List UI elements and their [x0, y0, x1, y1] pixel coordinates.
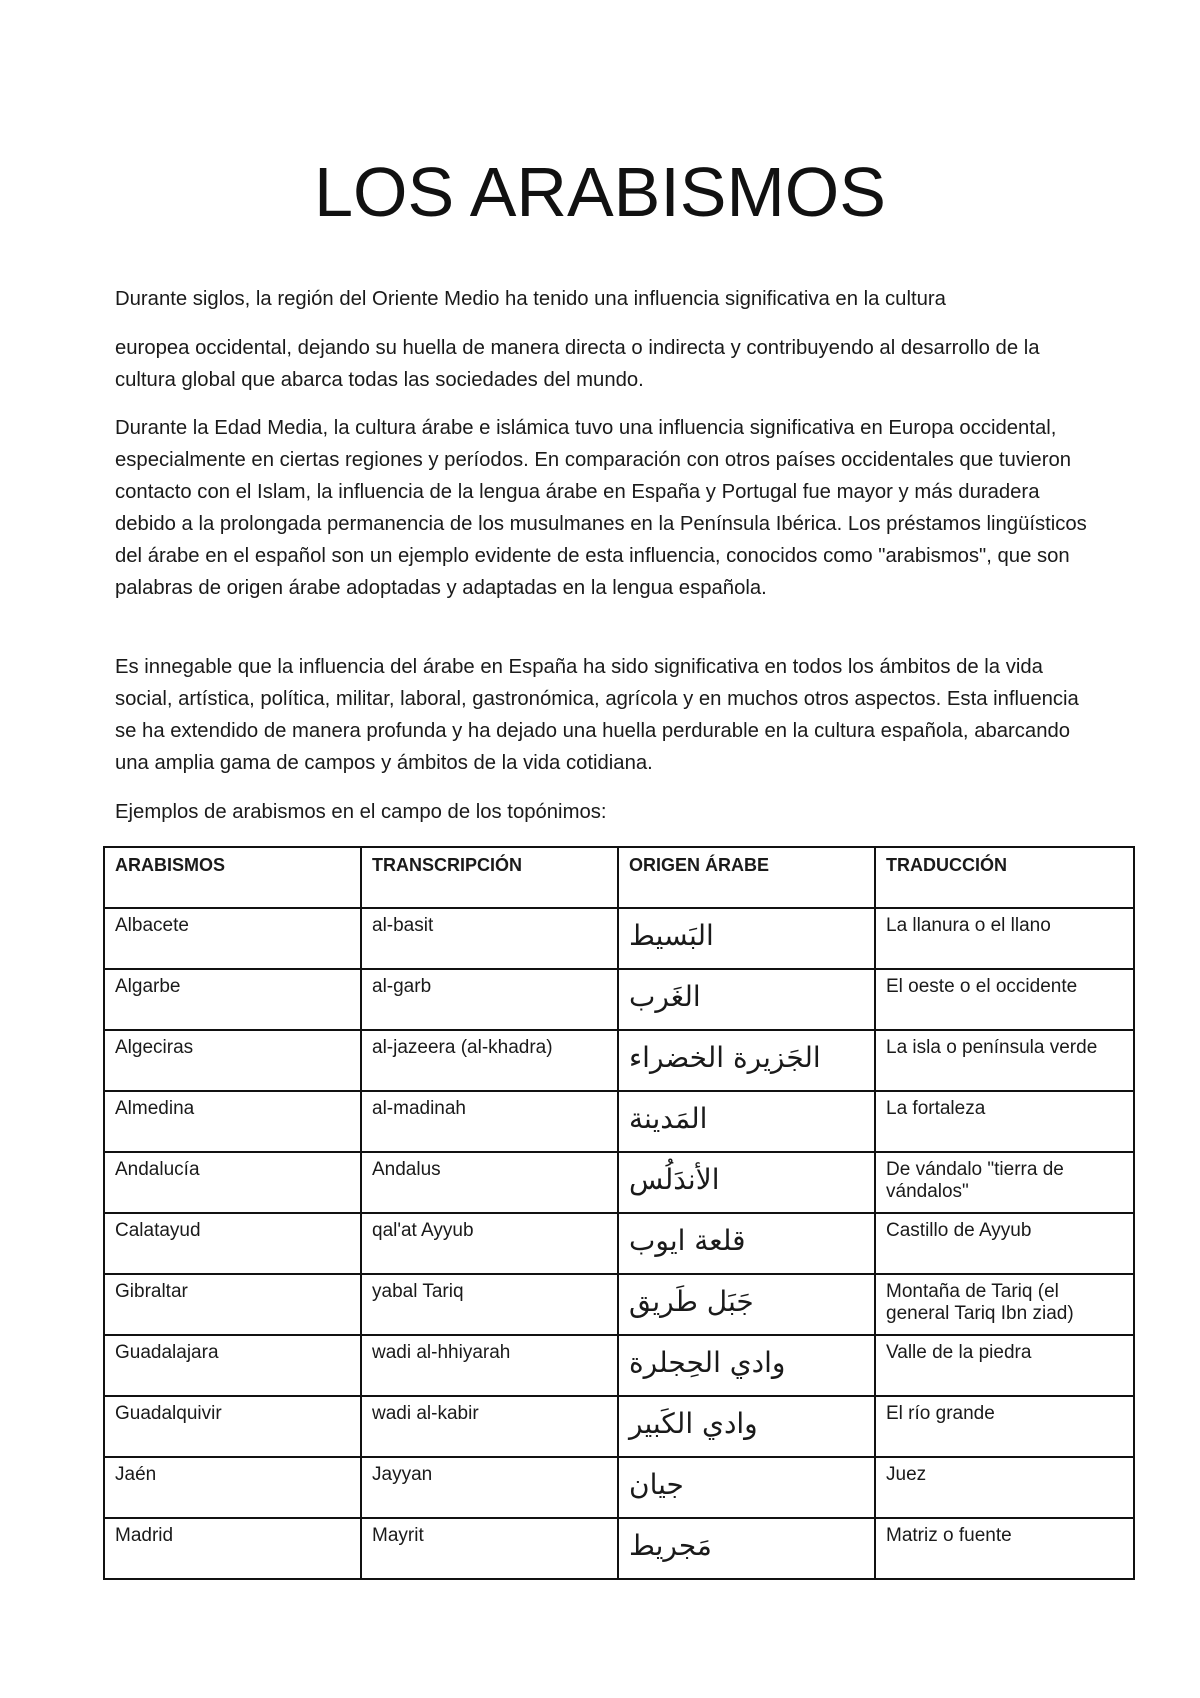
cell-origen	[618, 1091, 875, 1152]
cell-traduccion: La llanura o el llano	[875, 908, 1134, 969]
cell-traduccion: Castillo de Ayyub	[875, 1213, 1134, 1274]
arabic-word: مَجريط	[629, 1529, 712, 1562]
arabic-word: جَبَل طَريق	[629, 1285, 754, 1318]
table-header-row	[104, 847, 1134, 908]
cell-traduccion: El río grande	[875, 1396, 1134, 1457]
cell-origen	[618, 1152, 875, 1213]
cell-origen	[618, 1213, 875, 1274]
cell-transcripcion: al-garb	[361, 969, 618, 1030]
cell-transcripcion: al-jazeera (al-khadra)	[361, 1030, 618, 1091]
table-row	[104, 1152, 1134, 1213]
table-row	[104, 908, 1134, 969]
intro-paragraph: europea occidental, dejando su huella de manera directa o indirecta y contribuyendo al desarrollo de la cultura global que abarca todas las sociedades del mundo.	[115, 337, 1040, 391]
cell-origen	[618, 1457, 875, 1518]
table-row	[104, 1213, 1134, 1274]
document-title: LOS ARABISMOS	[314, 153, 886, 231]
cell-transcripcion: yabal Tariq	[361, 1274, 618, 1335]
cell-arabismo: Algarbe	[104, 969, 361, 1030]
table-row	[104, 1335, 1134, 1396]
middle-ages-paragraph: Durante la Edad Media, la cultura árabe e islámica tuvo una influencia significativa en Europa occidental, especialmente en ciertas regiones y períodos. En comparación con otros países occidentales que tuvieron contacto con el Islam, la influencia de la lengua árabe en España y Portugal fue mayor y más duradera debido a la prolongada permanencia de los musulmanes en la Península Ibérica. Los préstamos lingüísticos del árabe en el español son un ejemplo evidente de esta influencia, conocidos como "arabismos", que son palabras de origen árabe adoptadas y adaptadas en la lengua española.	[115, 417, 1087, 599]
cell-traduccion: El oeste o el occidente	[875, 969, 1134, 1030]
cell-traduccion: Valle de la piedra	[875, 1335, 1134, 1396]
cell-traduccion: De vándalo "tierra de vándalos"	[875, 1152, 1134, 1213]
cell-transcripcion: Jayyan	[361, 1457, 618, 1518]
cell-traduccion: Montaña de Tariq (el general Tariq Ibn ziad)	[875, 1274, 1134, 1335]
cell-arabismo: Algeciras	[104, 1030, 361, 1091]
cell-traduccion: La isla o península verde	[875, 1030, 1134, 1091]
cell-origen	[618, 1030, 875, 1091]
arabic-word: المَدينة	[629, 1102, 708, 1135]
cell-transcripcion: wadi al-kabir	[361, 1396, 618, 1457]
arabic-word: وادي الحِجلرة	[629, 1346, 786, 1379]
cell-origen	[618, 1396, 875, 1457]
table-row	[104, 1274, 1134, 1335]
cell-transcripcion: qal'at Ayyub	[361, 1213, 618, 1274]
cell-transcripcion: Andalus	[361, 1152, 618, 1213]
cell-arabismo: Guadalajara	[104, 1335, 361, 1396]
cell-origen	[618, 908, 875, 969]
arabic-word: جيان	[629, 1468, 684, 1501]
cell-arabismo: Albacete	[104, 908, 361, 969]
cell-origen	[618, 1518, 875, 1579]
cell-arabismo: Almedina	[104, 1091, 361, 1152]
cell-transcripcion: Mayrit	[361, 1518, 618, 1579]
header-arabismos: ARABISMOS	[104, 847, 361, 908]
cell-arabismo: Jaén	[104, 1457, 361, 1518]
cell-transcripcion: wadi al-hhiyarah	[361, 1335, 618, 1396]
cell-arabismo: Andalucía	[104, 1152, 361, 1213]
cell-arabismo: Calatayud	[104, 1213, 361, 1274]
arabic-word: الأندَلُس	[629, 1163, 720, 1196]
arabic-word: الجَزيرة الخضراء	[629, 1041, 821, 1074]
cell-arabismo: Madrid	[104, 1518, 361, 1579]
toponyms-table	[103, 846, 1135, 1580]
cell-traduccion: Matriz o fuente	[875, 1518, 1134, 1579]
table-row	[104, 1091, 1134, 1152]
header-traduccion: TRADUCCIÓN	[875, 847, 1134, 908]
arabic-word: البَسيط	[629, 919, 714, 952]
influence-paragraph: Es innegable que la influencia del árabe en España ha sido significativa en todos los ámbitos de la vida social, artística, política, militar, laboral, gastronómica, agrícola y en muchos otros aspectos. Esta influencia se ha extendido de manera profunda y ha dejado una huella perdurable en la cultura española, abarcando una amplia gama de campos y ámbitos de la vida cotidiana.	[115, 656, 1079, 774]
table-row	[104, 969, 1134, 1030]
arabic-word: وادي الكَبير	[629, 1407, 758, 1440]
table-row	[104, 1518, 1134, 1579]
cell-traduccion: La fortaleza	[875, 1091, 1134, 1152]
arabic-word: الغَرب	[629, 980, 701, 1013]
cell-transcripcion: al-basit	[361, 908, 618, 969]
table-row	[104, 1457, 1134, 1518]
examples-intro: Ejemplos de arabismos en el campo de los topónimos:	[115, 801, 607, 823]
cell-origen	[618, 1335, 875, 1396]
cell-transcripcion: al-madinah	[361, 1091, 618, 1152]
intro-paragraph-line: Durante siglos, la región del Oriente Medio ha tenido una influencia significativa en la cultura	[115, 288, 946, 310]
table-row	[104, 1396, 1134, 1457]
cell-origen	[618, 1274, 875, 1335]
cell-arabismo: Guadalquivir	[104, 1396, 361, 1457]
cell-traduccion: Juez	[875, 1457, 1134, 1518]
cell-origen	[618, 969, 875, 1030]
header-transcripcion: TRANSCRIPCIÓN	[361, 847, 618, 908]
arabic-word: قلعة ايوب	[629, 1224, 746, 1257]
table-row	[104, 1030, 1134, 1091]
cell-arabismo: Gibraltar	[104, 1274, 361, 1335]
header-origen-arabe: ORIGEN ÁRABE	[618, 847, 875, 908]
